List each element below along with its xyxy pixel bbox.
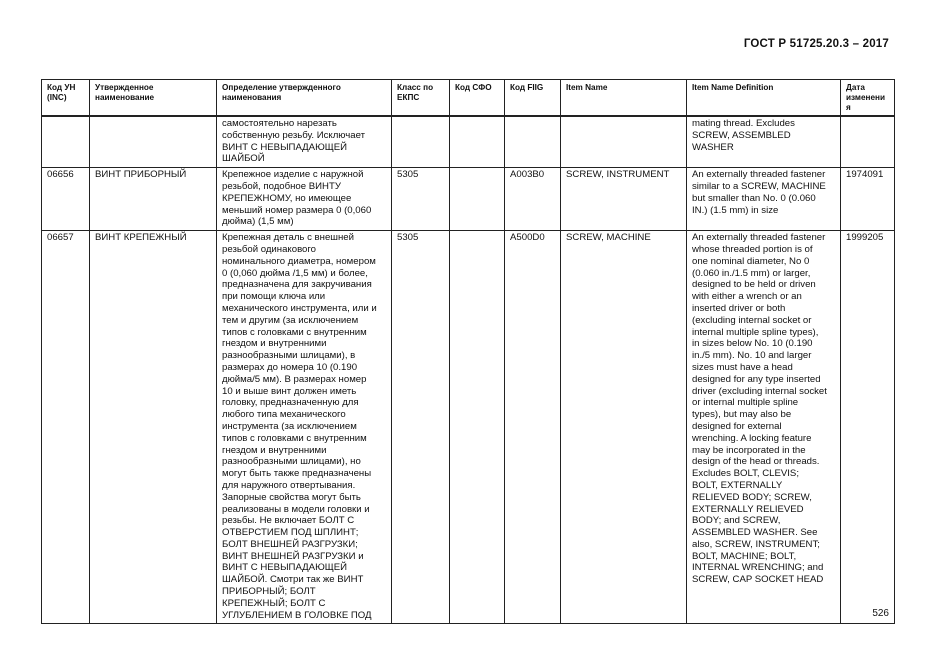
cell-change-date: 1974091 (841, 168, 895, 231)
cell-fiig (505, 116, 561, 168)
cell-approved-name (90, 116, 217, 168)
column-header-item-name-definition: Item Name Definition (687, 80, 841, 117)
cell-change-date (841, 116, 895, 168)
cell-approved-name: ВИНТ ПРИБОРНЫЙ (90, 168, 217, 231)
document-header: ГОСТ Р 51725.20.3 – 2017 (743, 38, 889, 50)
column-header-definition-ru: Определение утвержденного наименования (217, 80, 392, 117)
cell-sfo (450, 231, 505, 624)
cell-item-name: SCREW, INSTRUMENT (561, 168, 687, 231)
column-header-change-date: Дата изменения (841, 80, 895, 117)
cell-definition-en: An externally threaded fastener whose threaded portion is of one nominal diameter, No 0 (0.060 in./1.5 mm) or larger, designed to be held or driven with either a wrench or an inserted driver or both (excluding internal socket or internal multiple spline types), in sizes below No. 10 (0.190 in./5 mm). No. 10 and larger sizes must have a head designed for any type inserted driver (excluding internal socket or internal multiple spline types), but may also be designed for external wrenching. A locking feature may be incorporated in the design of the head or threads. Excludes BOLT, CLEVIS; BOLT, EXTERNALLY RELIEVED BODY; SCREW, EXTERNALLY RELIEVED BODY; and SCREW, ASSEMBLED WASHER. See also, SCREW, INSTRUMENT; BOLT, MACHINE; BOLT, INTERNAL WRENCHING; and SCREW, CAP SOCKET HEAD (687, 231, 841, 624)
cell-sfo (450, 168, 505, 231)
column-header-approved-name: Утвержденное наименование (90, 80, 217, 117)
column-header-class: Класс по ЕКПС (392, 80, 450, 117)
column-header-item-name: Item Name (561, 80, 687, 117)
column-header-fiig: Код FIIG (505, 80, 561, 117)
table-row (42, 168, 895, 231)
column-header-sfo: Код СФО (450, 80, 505, 117)
cell-item-name (561, 116, 687, 168)
cell-sfo (450, 116, 505, 168)
cell-inc: 06656 (42, 168, 90, 231)
cell-fiig: A500D0 (505, 231, 561, 624)
cell-definition-ru: самостоятельно нарезать собственную резьбу. Исключает ВИНТ С НЕВЫПАДАЮЩЕЙ ШАЙБОЙ (217, 116, 392, 168)
table-header-row (42, 80, 895, 117)
cell-definition-ru: Крепежное изделие с наружной резьбой, подобное ВИНТУ КРЕПЕЖНОМУ, но имеющее меньший номер размера 0 (0,060 дюйма) (1,5 мм) (217, 168, 392, 231)
cell-definition-en: mating thread. Excludes SCREW, ASSEMBLED WASHER (687, 116, 841, 168)
cell-definition-en: An externally threaded fastener similar to a SCREW, MACHINE but smaller than No. 0 (0.060 IN.) (1.5 mm) in size (687, 168, 841, 231)
cell-inc (42, 116, 90, 168)
cell-definition-ru: Крепежная деталь с внешней резьбой одинакового номинального диаметра, номером 0 (0,060 дюйма /1,5 мм) и более, предназначена для закручивания при помощи ключа или механического инструмента, или и тем и другим (за исключением типов с головками с внутренним гнездом и внутренними разнообразными шлицами), в размерах до номера 10 (0.190 дюйма/5 мм). В размерах номер 10 и выше винт должен иметь головку, предназначенную для любого типа механического инструмента (за исключением типов с головками с внутренним гнездом и внутренними разнообразными шлицами), но могут быть также предназначены для наружного отвертывания. Запорные свойства могут быть реализованы в модели головки и резьбы. Не включает БОЛТ С ОТВЕРСТИЕМ ПОД ШПЛИНТ; БОЛТ ВНЕШНЕЙ РАЗГРУЗКИ; ВИНТ ВНЕШНЕЙ РАЗГРУЗКИ и ВИНТ С НЕВЫПАДАЮЩЕЙ ШАЙБОЙ. Смотри так же ВИНТ ПРИБОРНЫЙ; БОЛТ КРЕПЕЖНЫЙ; БОЛТ С УГЛУБЛЕНИЕМ В ГОЛОВКЕ ПОД (217, 231, 392, 624)
cell-approved-name: ВИНТ КРЕПЕЖНЫЙ (90, 231, 217, 624)
cell-change-date: 1999205 (841, 231, 895, 624)
cell-class (392, 116, 450, 168)
table-row (42, 231, 895, 624)
cell-item-name: SCREW, MACHINE (561, 231, 687, 624)
cell-class: 5305 (392, 231, 450, 624)
column-header-inc: Код УН (INC) (42, 80, 90, 117)
table-row (42, 116, 895, 168)
cell-fiig: A003B0 (505, 168, 561, 231)
gost-items-table (41, 79, 895, 624)
page-number: 526 (872, 608, 889, 619)
cell-inc: 06657 (42, 231, 90, 624)
cell-class: 5305 (392, 168, 450, 231)
